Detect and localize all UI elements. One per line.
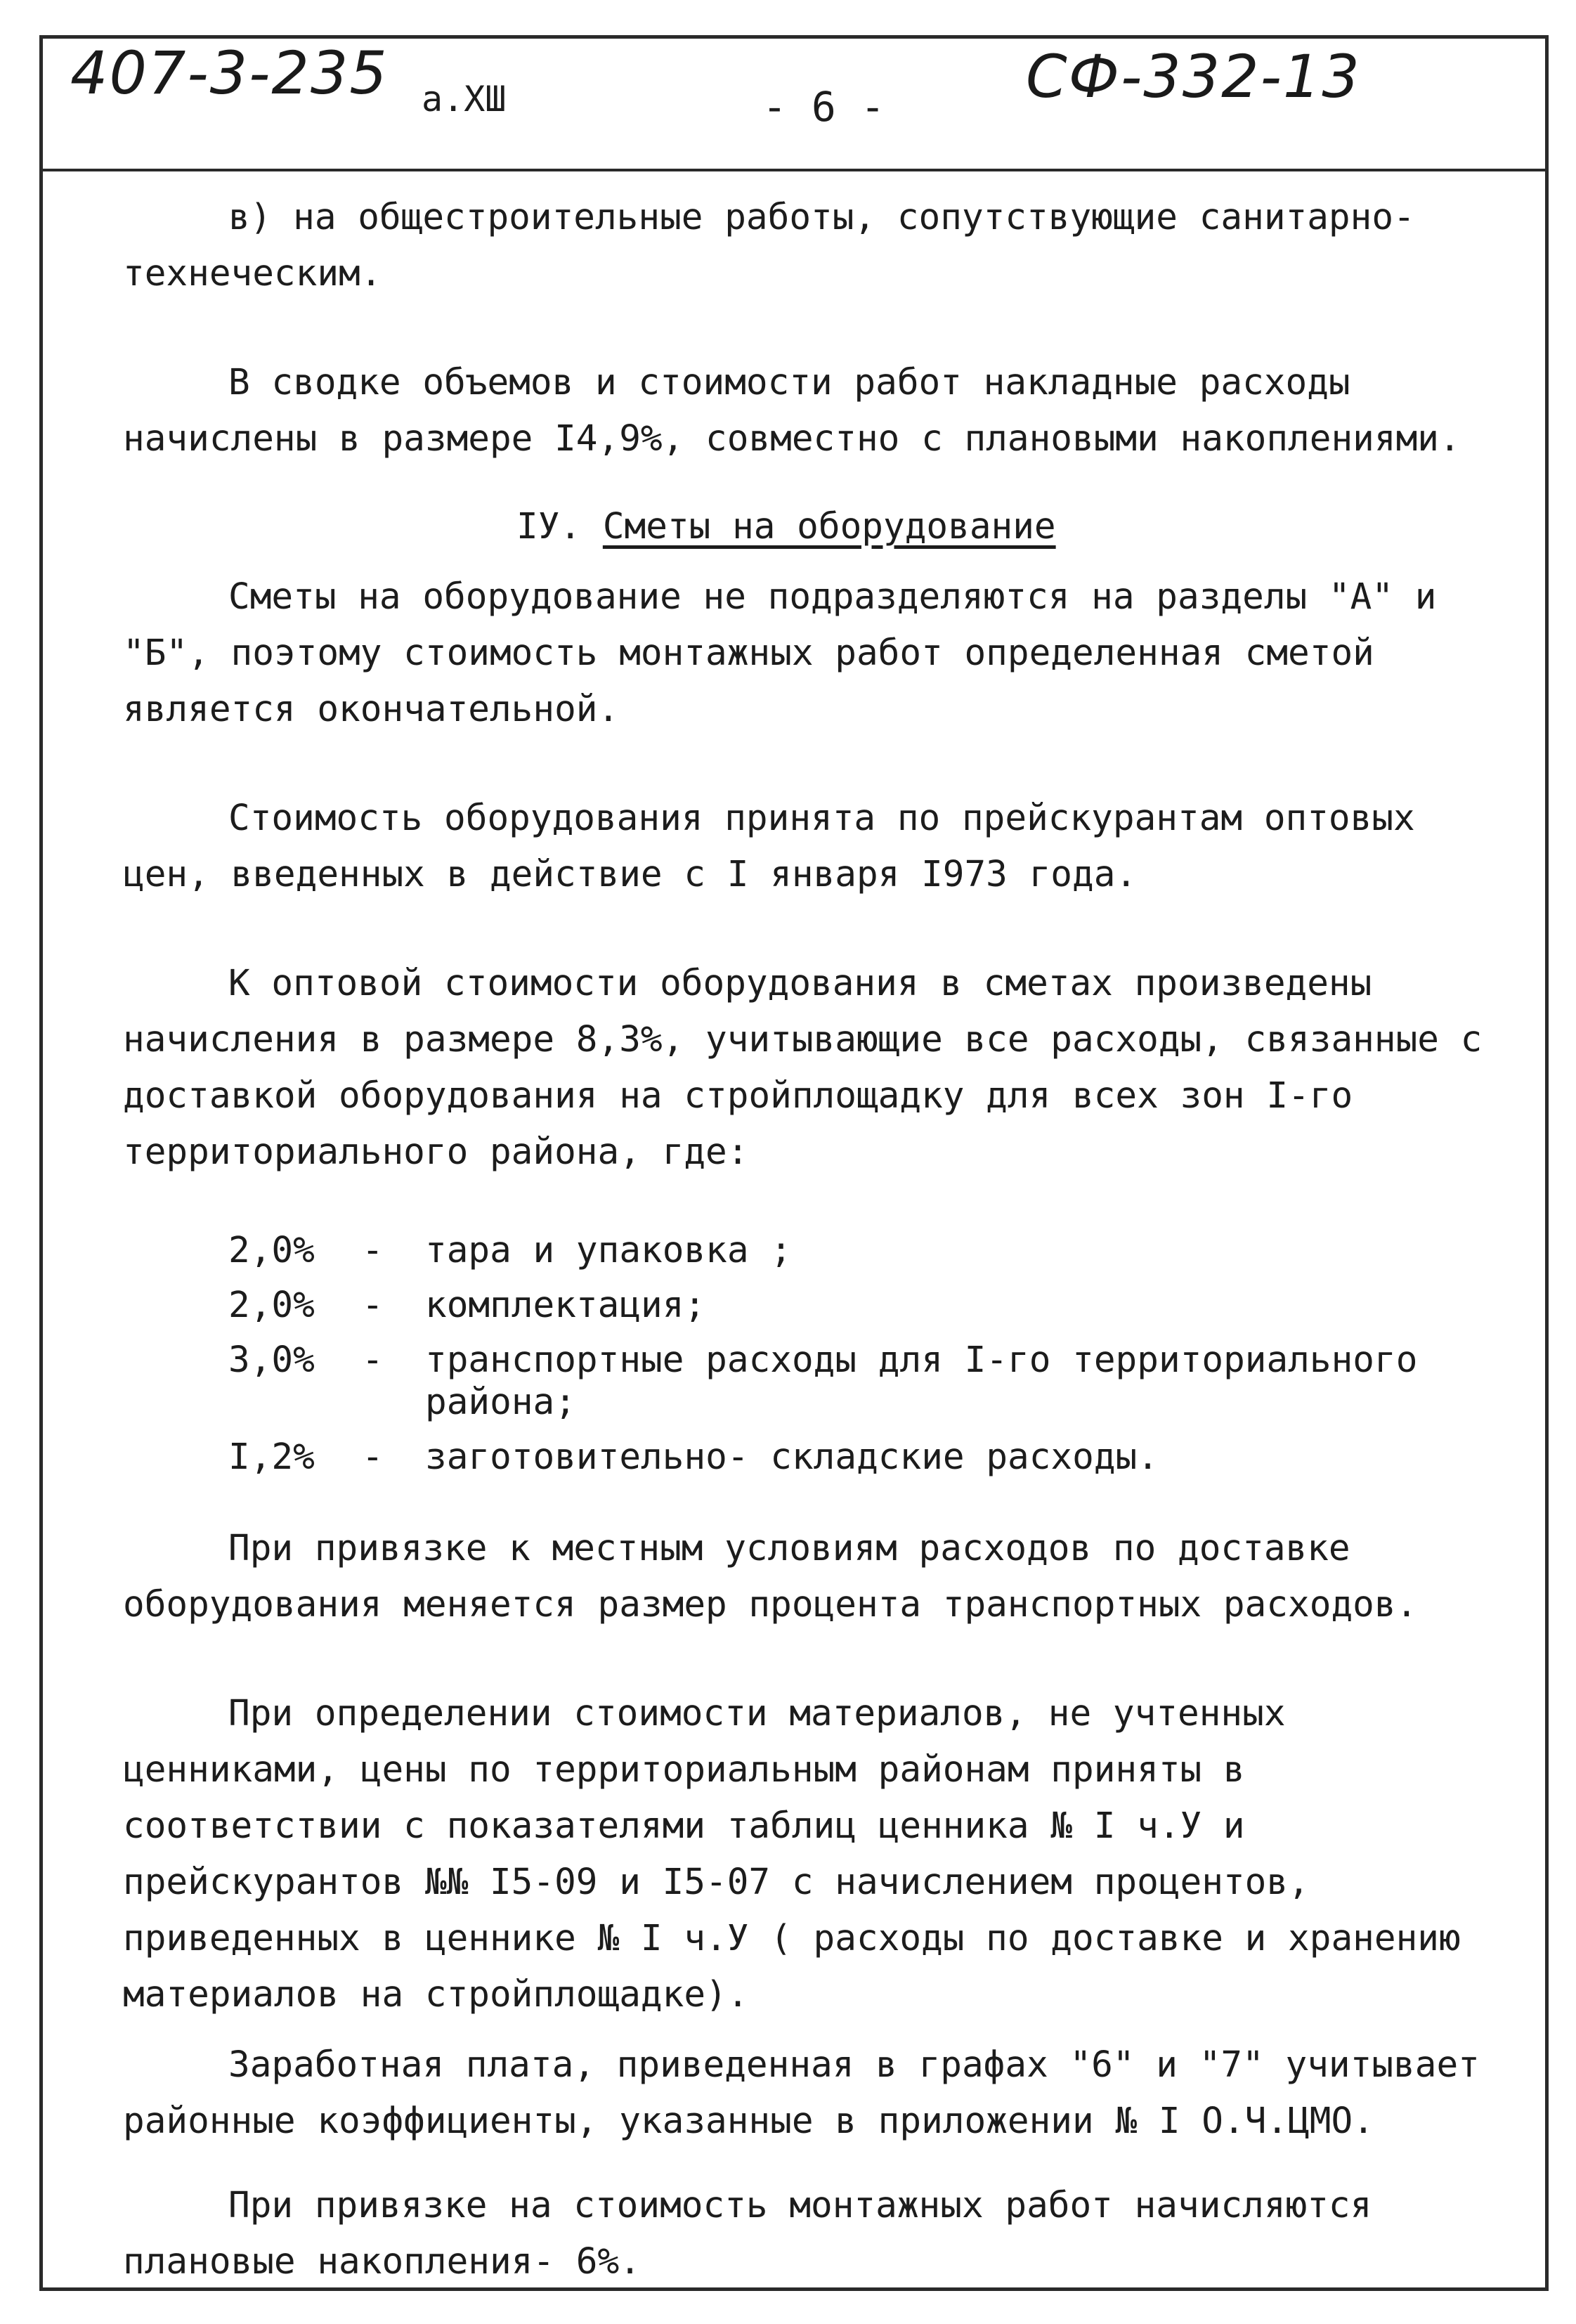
item-percent: 3,0% [228,1339,315,1381]
document-body [123,190,1500,2290]
paragraph: При определении стоимости материалов, не учтенных ценниками, цены по территориальным районам приняты в соответствии с показателями таблиц ценника № I ч.У и прейскурантов №№ I5-09 и I5-07 с начислением процентов, приведенных в ценнике № I ч.У ( расходы по доставке и хранению материалов на стройплощадке). [123,1693,1461,2015]
paragraph: Стоимость оборудования принята по прейскурантам оптовых цен, введенных в действие с I января I973 года. [123,798,1415,895]
section-number: IУ. [516,506,582,547]
paragraph: При привязке на стоимость монтажных работ начисляются плановые накопления- 6%. [123,2185,1372,2283]
list-item [228,1436,1500,1479]
item-percent: 2,0% [228,1285,315,1326]
section-title: Сметы на оборудование [602,506,1056,547]
item-percent: 2,0% [228,1230,315,1271]
paragraph: в) на общестроительные работы, сопутствующие санитарно-технеческим. [123,197,1415,294]
item-text: транспортные расходы для I-го территориального района; [425,1339,1418,1423]
sheet-code: СФ-332-13 [1026,42,1361,111]
item-percent: I,2% [228,1436,315,1478]
paragraph: К оптовой стоимости оборудования в сметах произведены начисления в размере 8,3%, учитывающие все расходы, связанные с доставкой оборудования на стройплощадку для всех зон I-го территориального района, где: [123,963,1483,1173]
album-number: а.ХШ [422,79,507,119]
project-code: 407-3-235 [70,39,389,108]
item-dash: - [362,1436,384,1478]
paragraph: Сметы на оборудование не подразделяются на разделы "А" и "Б", поэтому стоимость монтажных работ определенная сметой является окончательной. [123,576,1437,730]
section-heading [516,499,1500,555]
paragraph: Заработная плата, приведенная в графах "6" и "7" учитывает районные коэффициенты, указанные в приложении № I О.Ч.ЦМО. [123,2044,1480,2142]
paragraph: В сводке объемов и стоимости работ накладные расходы начислены в размере I4,9%, совместно с плановыми накоплениями. [123,362,1461,460]
header-divider [43,169,1545,171]
cost-breakdown-list [228,1230,1500,1479]
list-item [228,1230,1500,1272]
paragraph: При привязке к местным условиям расходов по доставке оборудования меняется размер процента транспортных расходов. [123,1528,1418,1625]
item-text: комплектация; [425,1285,706,1326]
item-dash: - [362,1230,384,1271]
list-item [228,1339,1500,1424]
list-item [228,1285,1500,1327]
item-dash: - [362,1285,384,1326]
item-dash: - [362,1339,384,1381]
page-number: - 6 - [762,83,885,131]
item-text: тара и упаковка ; [425,1230,792,1271]
item-text: заготовительно- складские расходы. [425,1436,1159,1478]
